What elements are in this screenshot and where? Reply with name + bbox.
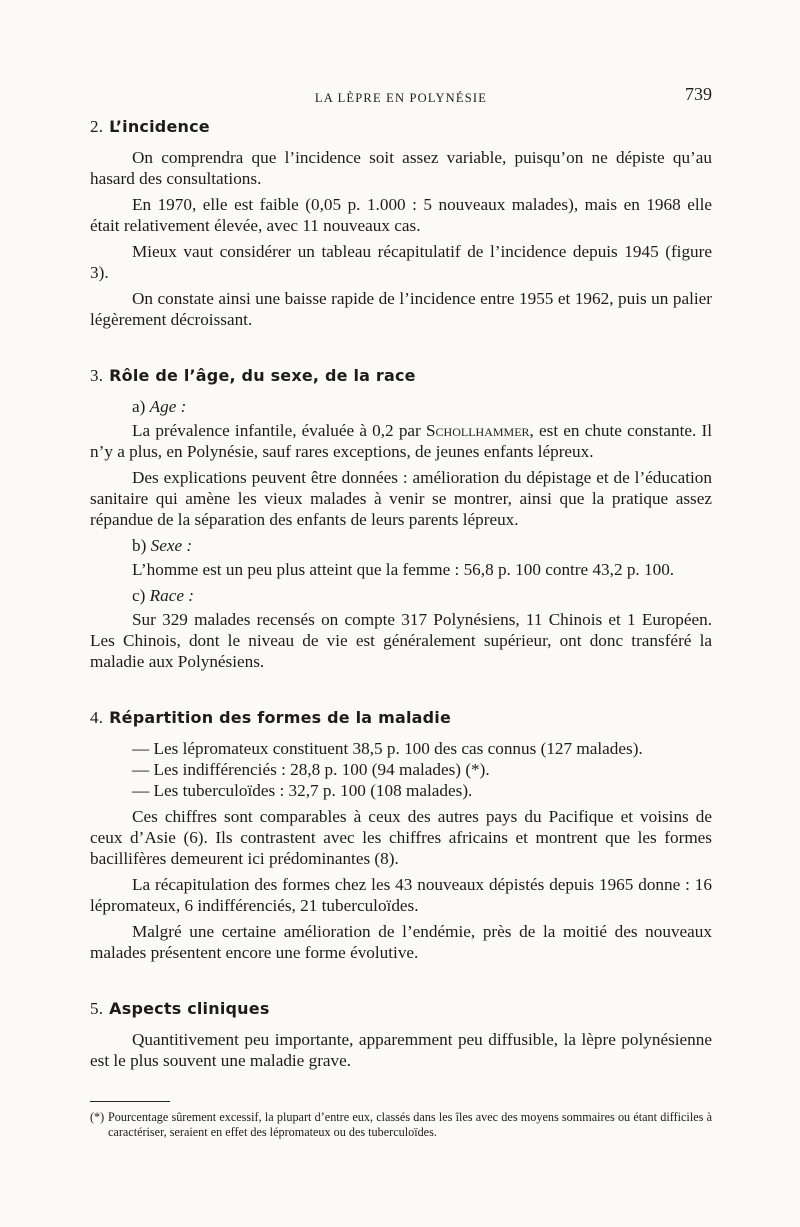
subsection-marker: a) <box>132 397 146 416</box>
section-2-paragraph: On comprendra que l’incidence soit assez variable, puisqu’on ne dépiste qu’au hasard des consultations. <box>90 148 712 188</box>
section-5-heading <box>90 998 712 1019</box>
section-4-paragraph: Ces chiffres sont comparables à ceux des autres pays du Pacifique et voisins de ceux d’Asie (6). Ils contrastent avec les chiffres africains et montrent que les formes bacillifères demeurent ici prédominantes (8). <box>90 807 712 868</box>
subsection-marker: c) <box>132 586 146 605</box>
footnote-rule <box>90 1101 170 1102</box>
footnote-text: Pourcentage sûrement excessif, la plupart d’entre eux, classés dans les îles avec des moyens sommaires ou étant difficiles à caractériser, seraient en effet des lépromateux ou des tuberculoïdes. <box>108 1110 712 1139</box>
section-4-paragraph: Malgré une certaine amélioration de l’endémie, près de la moitié des nouveaux malades présentent encore une forme évolutive. <box>90 922 712 962</box>
subsection-marker: b) <box>132 536 147 555</box>
section-5-paragraph: Quantitivement peu importante, apparemment peu diffusible, la lèpre polynésienne est le plus souvent une maladie grave. <box>90 1030 712 1070</box>
subsection-label: Sexe : <box>150 536 193 555</box>
section-4-paragraph: La récapitulation des formes chez les 43 nouveaux dépistés depuis 1965 donne : 16 lépromateux, 6 indifférenciés, 21 tuberculoïdes. <box>90 875 712 915</box>
section-2-paragraph: En 1970, elle est faible (0,05 p. 1.000 : 5 nouveaux malades), mais en 1968 elle était relativement élevée, avec 11 nouveaux cas. <box>90 195 712 235</box>
author-name: Schollhammer <box>425 421 530 440</box>
section-2-heading <box>90 116 712 137</box>
section-2-paragraph: On constate ainsi une baisse rapide de l’incidence entre 1955 et 1962, puis un palier légèrement décroissant. <box>90 289 712 329</box>
list-item: — Les lépromateux constituent 38,5 p. 100 des cas connus (127 malades). <box>132 739 643 758</box>
subsection-sexe-heading <box>90 535 712 556</box>
section-3-heading <box>90 365 712 386</box>
section-2-number: 2. <box>90 117 104 136</box>
section-5-number: 5. <box>90 999 104 1018</box>
age-paragraph-2: Des explications peuvent être données : amélioration du dépistage et de l’éducation sanitaire qui amène les vieux malades à venir se montrer, ainsi que la pratique assez répandue de la séparation des enfants de leurs parents lépreux. <box>90 468 712 529</box>
running-header <box>90 80 712 108</box>
forms-list <box>90 738 712 801</box>
sexe-paragraph: L’homme est un peu plus atteint que la femme : 56,8 p. 100 contre 43,2 p. 100. <box>132 560 675 579</box>
age-text: La prévalence infantile, évaluée à 0,2 par <box>132 421 426 440</box>
footnote <box>90 1110 712 1140</box>
race-paragraph: Sur 329 malades recensés on compte 317 Polynésiens, 11 Chinois et 1 Européen. Les Chinois, dont le niveau de vie est généralement supérieur, ont donc transféré la maladie aux Polynésiens. <box>90 610 712 671</box>
section-3-title: Rôle de l’âge, du sexe, de la race <box>109 366 416 385</box>
section-2-title: L’incidence <box>109 117 210 136</box>
subsection-label: Race : <box>149 586 195 605</box>
section-2-paragraph: Mieux vaut considérer un tableau récapitulatif de l’incidence depuis 1945 (figure 3). <box>90 242 712 282</box>
subsection-label: Age : <box>149 397 187 416</box>
subsection-race-heading <box>90 585 712 606</box>
running-title: LA LÈPRE EN POLYNÉSIE <box>314 91 488 105</box>
list-item: — Les tuberculoïdes : 32,7 p. 100 (108 malades). <box>132 781 473 800</box>
age-paragraph-1 <box>90 420 712 462</box>
list-item: — Les indifférenciés : 28,8 p. 100 (94 malades) (*). <box>132 760 490 779</box>
footnote-marker: (*) <box>90 1110 105 1124</box>
page <box>90 80 712 1140</box>
section-5-title: Aspects cliniques <box>109 999 270 1018</box>
subsection-age-heading <box>90 396 712 417</box>
age-text: , est en chute constante. Il n’y a plus, en Polynésie, sauf rares exceptions, de jeunes enfants lépreux. <box>90 421 712 461</box>
section-4-heading <box>90 707 712 728</box>
page-number: 739 <box>685 84 712 104</box>
section-3-number: 3. <box>90 366 104 385</box>
section-4-number: 4. <box>90 708 104 727</box>
section-4-title: Répartition des formes de la maladie <box>109 708 452 727</box>
